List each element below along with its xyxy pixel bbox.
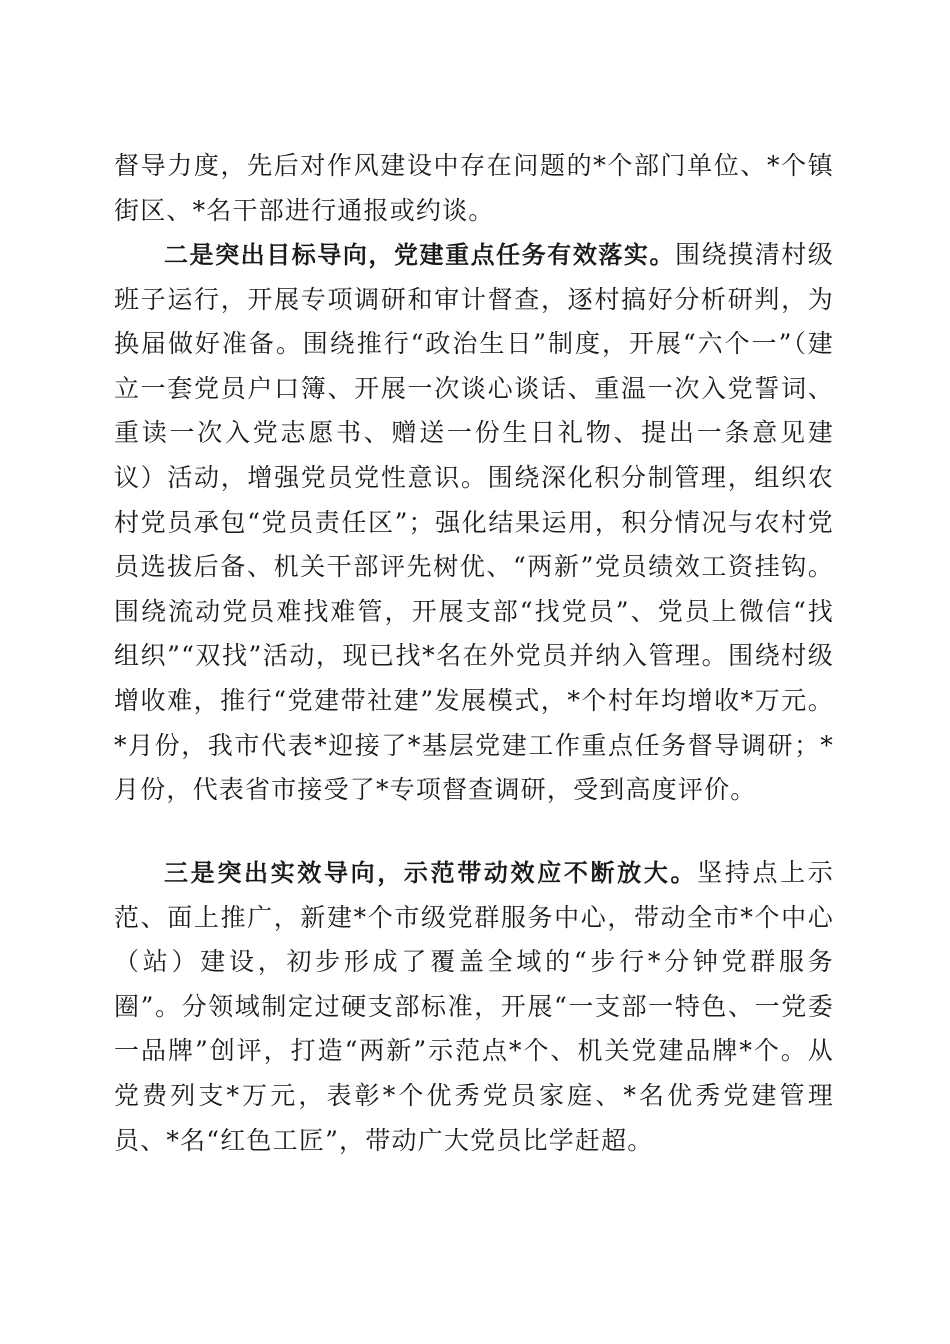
paragraph-3-lead: 三是突出实效导向，示范带动效应不断放大。	[164, 859, 698, 887]
paragraph-3	[114, 851, 834, 1163]
paragraph-2-body: 围绕摸清村级班子运行，开展专项调研和审计督查，逐村搞好分析研判，为换届做好准备。围绕推行“政治生日”制度，开展“六个一”（建立一套党员户口簿、开展一次谈心谈话、重温一次入党誓词、重读一次入党志愿书、赠送一份生日礼物、提出一条意见建议）活动，增强党员党性意识。围绕深化积分制管理，组织农村党员承包“党员责任区”；强化结果运用，积分情况与农村党员选拔后备、机关干部评先树优、“两新”党员绩效工资挂钩。围绕流动党员难找难管，开展支部“找党员”、党员上微信“找组织”“双找”活动，现已找*名在外党员并纳入管理。围绕村级增收难，推行“党建带社建”发展模式，*个村年均增收*万元。*月份，我市代表*迎接了*基层党建工作重点任务督导调研；*月份，代表省市接受了*专项督查调研，受到高度评价。	[114, 240, 835, 805]
paragraph-2-lead: 二是突出目标导向，党建重点任务有效落实。	[164, 241, 676, 269]
paragraph-goal-orientation	[114, 233, 834, 813]
paragraph-2	[114, 233, 834, 813]
paragraph-1-text: 督导力度，先后对作风建设中存在问题的*个部门单位、*个镇街区、*名干部进行通报或约谈。	[114, 151, 834, 225]
paragraph-continuation	[114, 144, 834, 233]
paragraph-3-body: 坚持点上示范、面上推广，新建*个市级党群服务中心，带动全市*个中心（站）建设，初步形成了覆盖全域的“步行*分钟党群服务圈”。分领域制定过硬支部标准，开展“一支部一特色、一党委一品牌”创评，打造“两新”示范点*个、机关党建品牌*个。从党费列支*万元，表彰*个优秀党员家庭、*名优秀党建管理员、*名“红色工匠”，带动广大党员比学赶超。	[114, 858, 834, 1155]
paragraph-effect-orientation	[114, 851, 834, 1163]
